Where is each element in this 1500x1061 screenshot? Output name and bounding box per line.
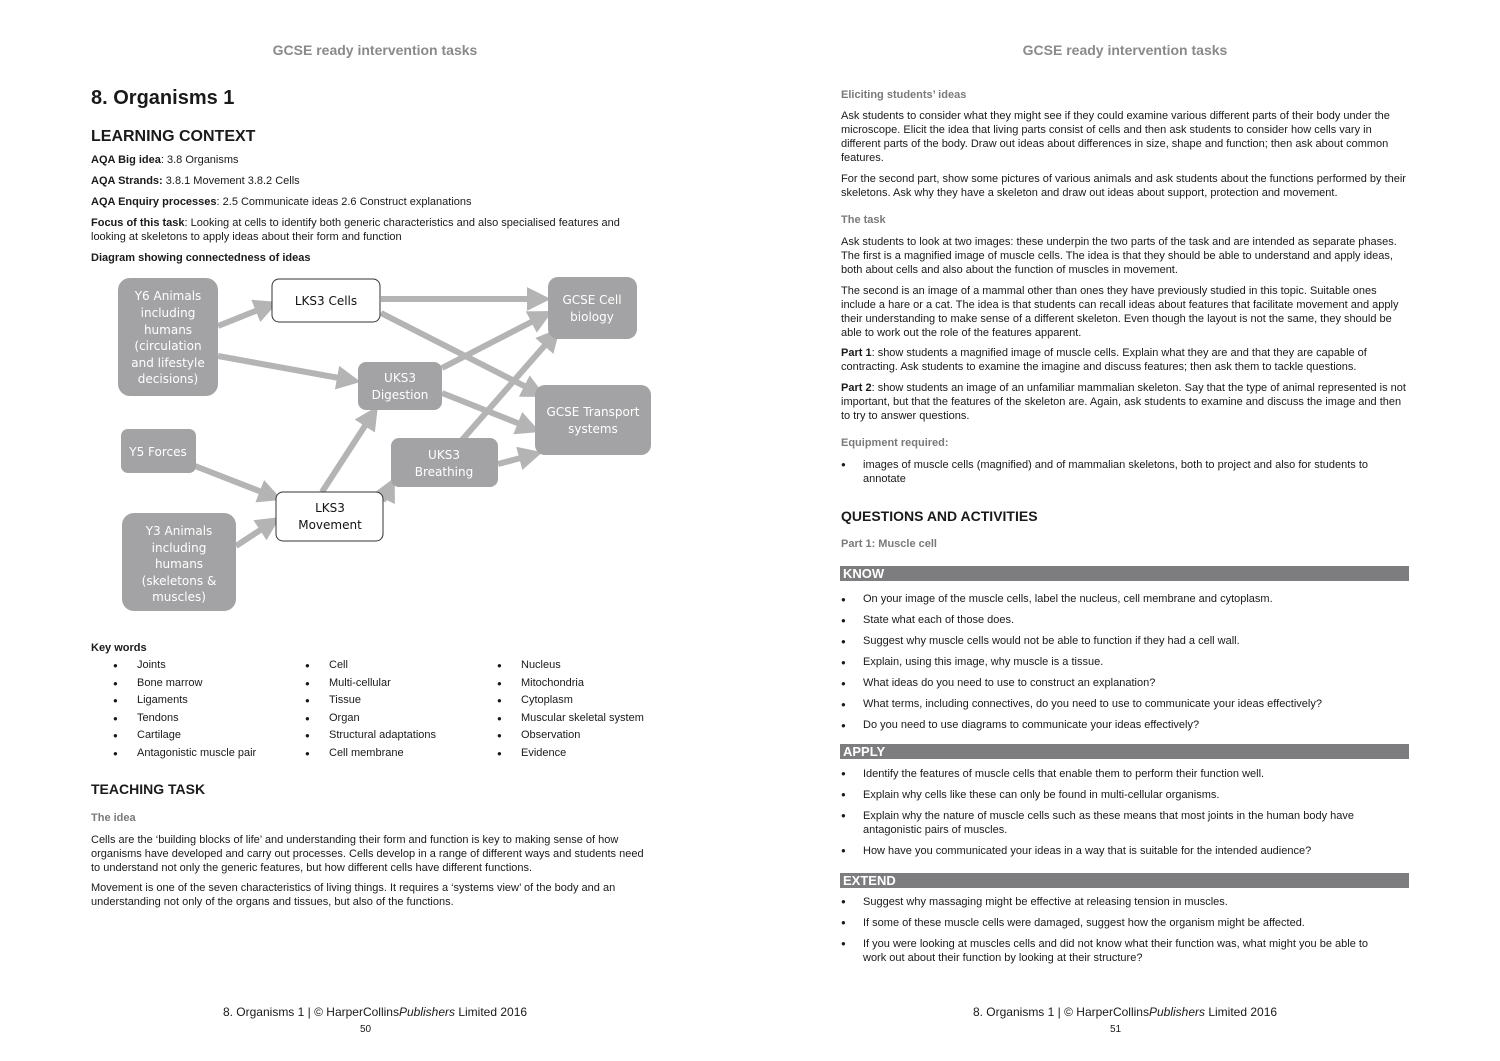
svg-text:systems: systems [568,422,618,436]
key-words-column-2 [305,657,436,762]
equipment-list [841,458,1401,486]
know-item: ● What ideas do you need to use to construct an explanation? [841,673,1401,694]
svg-text:decisions): decisions) [137,372,199,386]
svg-text:(skeletons &: (skeletons & [141,574,217,588]
svg-text:Y3 Animals: Y3 Animals [145,524,213,538]
node-lks3-cells [272,279,380,322]
svg-text:Digestion: Digestion [371,388,429,402]
key-words-column-1 [113,657,256,762]
learning-context-heading: LEARNING CONTEXT [91,128,256,145]
node-y5-forces [121,429,196,473]
key-word: ● Joints [113,657,256,675]
key-word: ● Muscular skeletal system [497,710,644,728]
node-lks3-movement [276,492,383,541]
connectedness-diagram [0,0,750,640]
apply-list [841,767,1401,781]
node-y3-animals [122,513,236,611]
svg-text:humans: humans [154,557,204,571]
node-gcse-cell-biology [548,277,637,339]
key-word: ● Organ [305,710,436,728]
svg-text:muscles): muscles) [152,590,206,604]
key-word: ● Nucleus [497,657,644,675]
right-footer: 8. Organisms 1 | © HarperCollinsPublishers Limited 2016 [972,1005,1278,1019]
know-item: ● What terms, including connectives, do you need to use to communicate your ideas effectively? [841,694,1401,715]
apply-item: ● Identify the features of muscle cells that enable them to perform their function well. [841,767,1401,781]
key-words-heading: Key words [91,642,147,654]
diagram-heading: Diagram showing connectedness of ideas [91,252,311,264]
key-word: ● Antagonistic muscle pair [113,745,256,763]
left-page-number: 50 [360,1024,372,1035]
extend-item: ● Suggest why massaging might be effective at releasing tension in muscles. [841,895,1401,909]
know-item: ● On your image of the muscle cells, label the nucleus, cell membrane and cytoplasm. [841,589,1401,610]
extend-list [841,895,1401,909]
svg-text:humans: humans [143,323,193,337]
svg-text:Y6 Animals: Y6 Animals [134,289,202,303]
extend-item: ● If you were looking at muscles cells and did not know what their function was, what might you be able to work out about their function by looking at their structure? [841,937,1391,965]
questions-activities-heading: QUESTIONS AND ACTIVITIES [841,508,1038,524]
enquiry-processes: AQA Enquiry processes: 2.5 Communicate ideas 2.6 Construct explanations [91,196,472,208]
svg-text:including: including [151,541,207,555]
task-paragraph-2: The second is an image of a mammal other than ones they have previously studied in this topic. Suitable ones include a hare or a cat. The idea is that students can recall ideas about features that facilitate movement and apply their understanding to make sense of a different skeleton. Even though the layout is not the same, they should be able to work out the role of the features apparent. [841,285,1399,339]
know-item: ● Do you need to use diagrams to communicate your ideas effectively? [841,715,1401,736]
svg-text:Movement: Movement [298,518,362,532]
key-word: ● Observation [497,727,644,745]
know-item: ● State what each of those does. [841,610,1401,631]
svg-text:UKS3: UKS3 [428,448,460,462]
extend-band: EXTEND [840,873,1409,888]
key-word: ● Bone marrow [113,675,256,693]
svg-text:(circulation: (circulation [134,339,202,353]
node-uks3-digestion [358,362,442,410]
running-header: GCSE ready intervention tasks [272,42,478,58]
apply-item: ● Explain why the nature of muscle cells such as these means that most joints in the human body have antagonistic pairs of muscles. [841,809,1381,837]
part-1-instructions: Part 1: show students a magnified image of muscle cells. Explain what they are and that they are capable of contracting. Ask students to examine the imagine and discuss features; then ask them to tackle questions. [841,347,1367,373]
svg-text:biology: biology [570,310,614,324]
key-word: ● Cartilage [113,727,256,745]
svg-text:LKS3 Cells: LKS3 Cells [294,294,358,308]
idea-subheading: The idea [91,812,136,824]
key-word: ● Tendons [113,710,256,728]
node-uks3-breathing [391,438,498,487]
know-item: ● Suggest why muscle cells would not be able to function if they had a cell wall. [841,631,1401,652]
teaching-task-heading: TEACHING TASK [91,781,206,797]
key-word: ● Cell [305,657,436,675]
equipment-item: ● images of muscle cells (magnified) and of mammalian skeletons, both to project and also for students to annotate [841,458,1401,486]
node-gcse-transport [535,385,651,455]
eliciting-paragraph-1: Ask students to consider what they might see if they could examine various different parts of their body under the microscope. Elicit the idea that living parts consist of cells and then ask students to consider how cells vary in different parts of the body. Draw out ideas about differences in size, shape and function; then ask about common features. [841,110,1390,164]
strands: AQA Strands: 3.8.1 Movement 3.8.2 Cells [91,175,300,187]
left-footer: 8. Organisms 1 | © HarperCollinsPublishers Limited 2016 [222,1005,528,1019]
key-word: ● Evidence [497,745,644,763]
know-list [841,589,1401,736]
svg-text:GCSE Cell: GCSE Cell [562,293,622,307]
page-title: 8. Organisms 1 [91,87,235,109]
know-band: KNOW [840,566,1409,581]
key-word: ● Multi-cellular [305,675,436,693]
node-y6-animals [118,278,218,396]
apply-item: ● Explain why cells like these can only be found in multi-cellular organisms. [841,788,1401,802]
key-words-column-3 [497,657,644,762]
running-header: GCSE ready intervention tasks [1022,42,1228,58]
eliciting-paragraph-2: For the second part, show some pictures of various animals and ask students about the functions performed by their skeletons. Ask why they have a skeleton and draw out ideas about support, protection and movement. [841,173,1406,199]
equipment-heading: Equipment required: [841,437,949,449]
idea-paragraph-1: Cells are the ‘building blocks of life’ and understanding their form and function is key to making sense of how organisms have developed and carry out processes. Cells develop in a range of different ways and students need to understand not only the generic features, but how different cells have different functions. [91,834,644,874]
apply-band: APPLY [840,744,1409,759]
key-word: ● Mitochondria [497,675,644,693]
key-word: ● Structural adaptations [305,727,436,745]
svg-text:Y5 Forces: Y5 Forces [129,445,187,459]
big-idea: AQA Big idea: 3.8 Organisms [91,154,239,166]
part-2-instructions: Part 2: show students an image of an unfamiliar mammalian skeleton. Say that the type of animal represented is not important, but that the features of the skeleton are. Again, ask students to examine and discuss the image and then to try to answer questions. [841,382,1406,422]
focus-of-task: Focus of this task: Looking at cells to identify both generic characteristics and also specialised features and looking at skeletons to apply ideas about their form and function [91,217,620,243]
task-heading: The task [841,214,886,226]
right-page-number: 51 [1110,1024,1122,1035]
svg-text:and lifestyle: and lifestyle [131,356,205,370]
part-1-subheading: Part 1: Muscle cell [841,538,937,550]
key-word: ● Cell membrane [305,745,436,763]
apply-item: ● How have you communicated your ideas in a way that is suitable for the intended audience? [841,844,1401,858]
eliciting-heading: Eliciting students’ ideas [841,89,967,101]
key-word: ● Cytoplasm [497,692,644,710]
key-word: ● Ligaments [113,692,256,710]
svg-text:GCSE Transport: GCSE Transport [546,405,640,419]
svg-text:including: including [140,306,196,320]
key-word: ● Tissue [305,692,436,710]
svg-text:LKS3: LKS3 [315,501,345,515]
task-paragraph-1: Ask students to look at two images: these underpin the two parts of the task and are intended as separate phases. The first is a magnified image of muscle cells. The idea is that they should be able to understand and apply ideas, both about cells and also about the function of muscles in movement. [841,236,1397,276]
idea-paragraph-2: Movement is one of the seven characteristics of living things. It requires a ‘systems view’ of the body and an understanding not only of the organs and tissues, but also of the functions. [91,882,616,908]
svg-text:UKS3: UKS3 [384,371,416,385]
extend-item: ● If some of these muscle cells were damaged, suggest how the organism might be affected. [841,916,1401,930]
svg-text:Breathing: Breathing [414,465,474,479]
know-item: ● Explain, using this image, why muscle is a tissue. [841,652,1401,673]
